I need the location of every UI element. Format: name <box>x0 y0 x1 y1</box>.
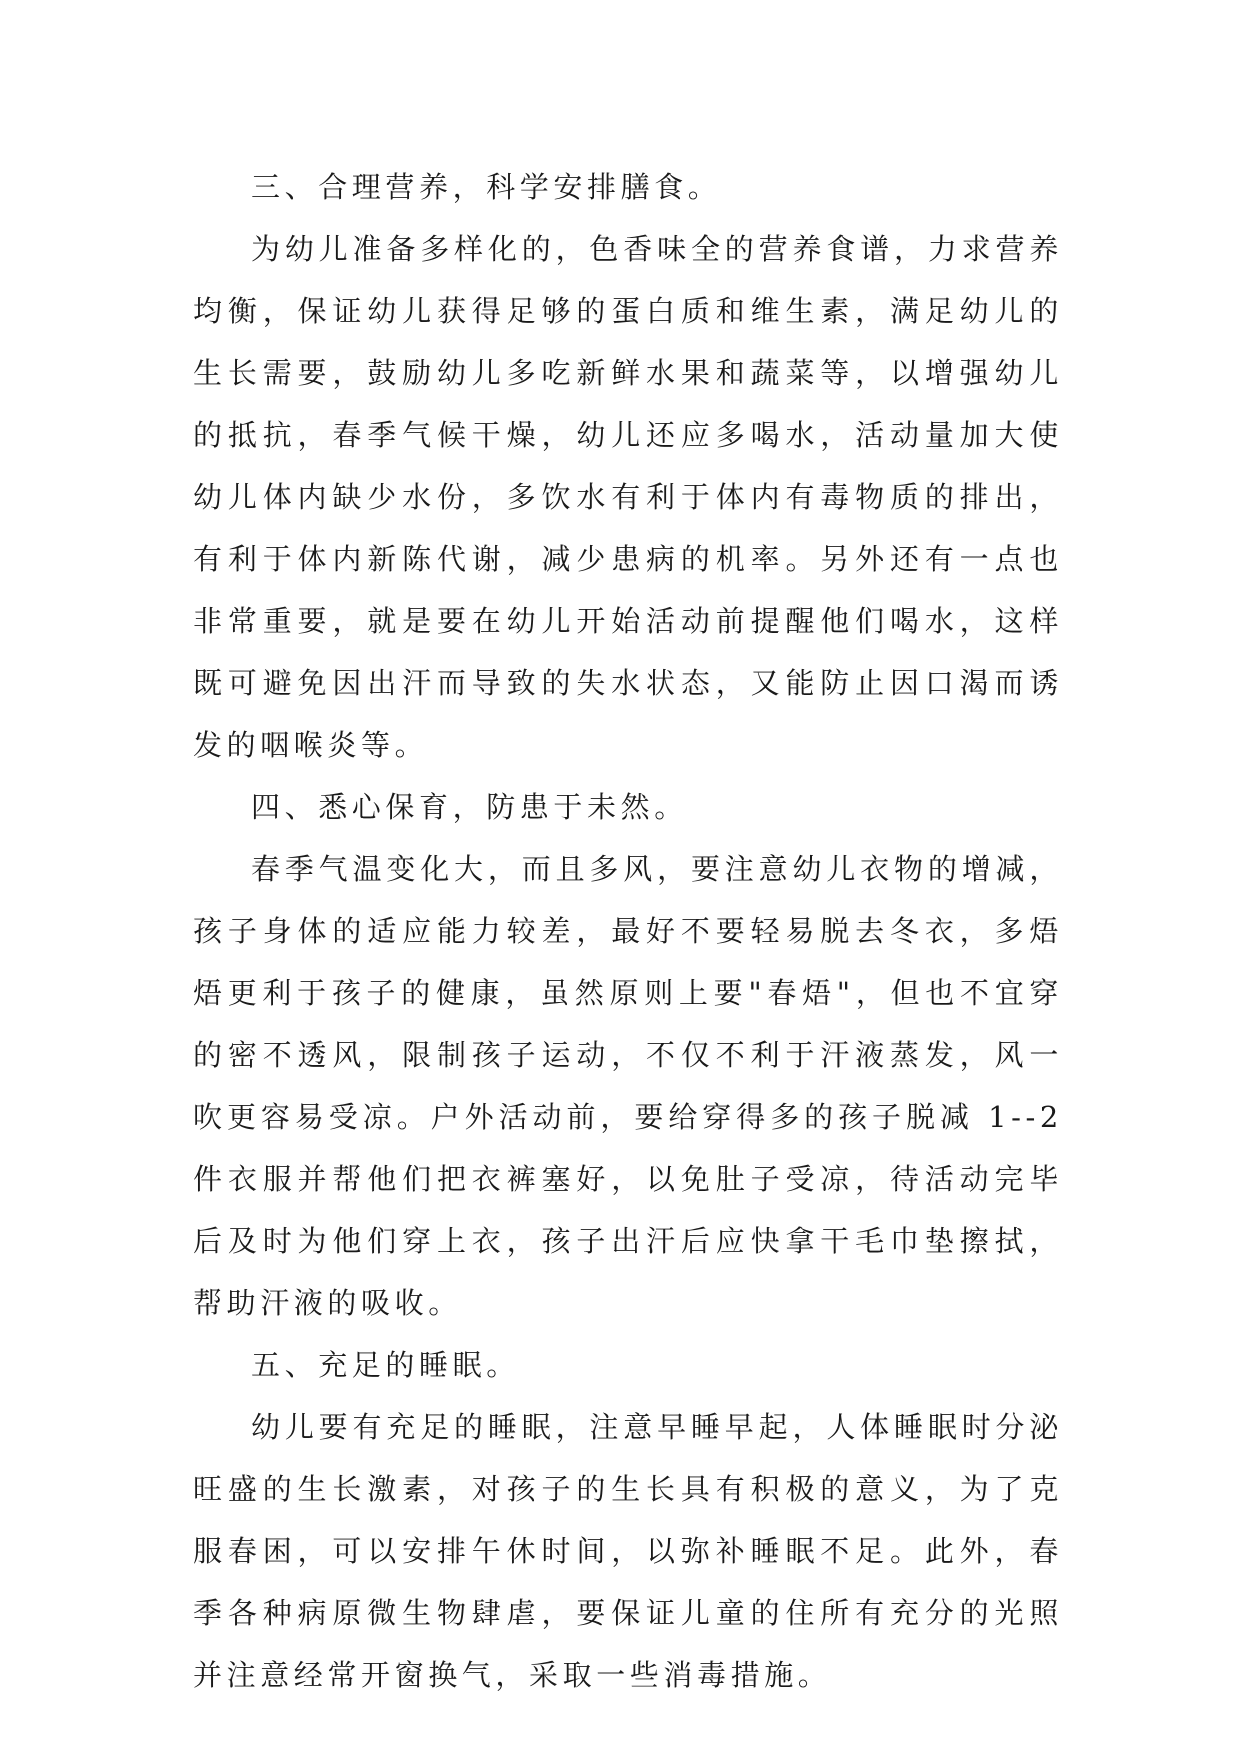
section-heading-sleep: 五、充足的睡眠。 <box>251 1348 520 1382</box>
paragraph-sleep: 幼儿要有充足的睡眠，注意早睡早起，人体睡眠时分泌旺盛的生长激素，对孩子的生长具有积极的意义，为了克服春困，可以安排午休时间，以弥补睡眠不足。此外，春季各种病原微生物肆虐，要保证儿童的住所有充分的光照并注意经常开窗换气，采取一些消毒措施。 <box>193 1410 1063 1692</box>
section-heading-nutrition: 三、合理营养，科学安排膳食。 <box>251 170 722 204</box>
paragraph-care: 春季气温变化大，而且多风，要注意幼儿衣物的增减，孩子身体的适应能力较差，最好不要轻易脱去冬衣，多焐焐更利于孩子的健康，虽然原则上要"春焐"，但也不宜穿的密不透风，限制孩子运动，不仅不利于汗液蒸发，风一吹更容易受凉。户外活动前，要给穿得多的孩子脱减 1--2 件衣服并帮他们把衣裤塞好，以免肚子受凉，待活动完毕后及时为他们穿上衣，孩子出汗后应快拿干毛巾垫擦拭，帮助汗液的吸收。 <box>193 852 1063 1320</box>
document-body <box>193 156 1063 1706</box>
section-heading-care: 四、悉心保育，防患于未然。 <box>251 790 688 824</box>
paragraph-nutrition: 为幼儿准备多样化的，色香味全的营养食谱，力求营养均衡，保证幼儿获得足够的蛋白质和维生素，满足幼儿的生长需要，鼓励幼儿多吃新鲜水果和蔬菜等，以增强幼儿的抵抗，春季气候干燥，幼儿还应多喝水，活动量加大使幼儿体内缺少水份，多饮水有利于体内有毒物质的排出，有利于体内新陈代谢，减少患病的机率。另外还有一点也非常重要，就是要在幼儿开始活动前提醒他们喝水，这样既可避免因出汗而导致的失水状态，又能防止因口渴而诱发的咽喉炎等。 <box>193 232 1063 762</box>
